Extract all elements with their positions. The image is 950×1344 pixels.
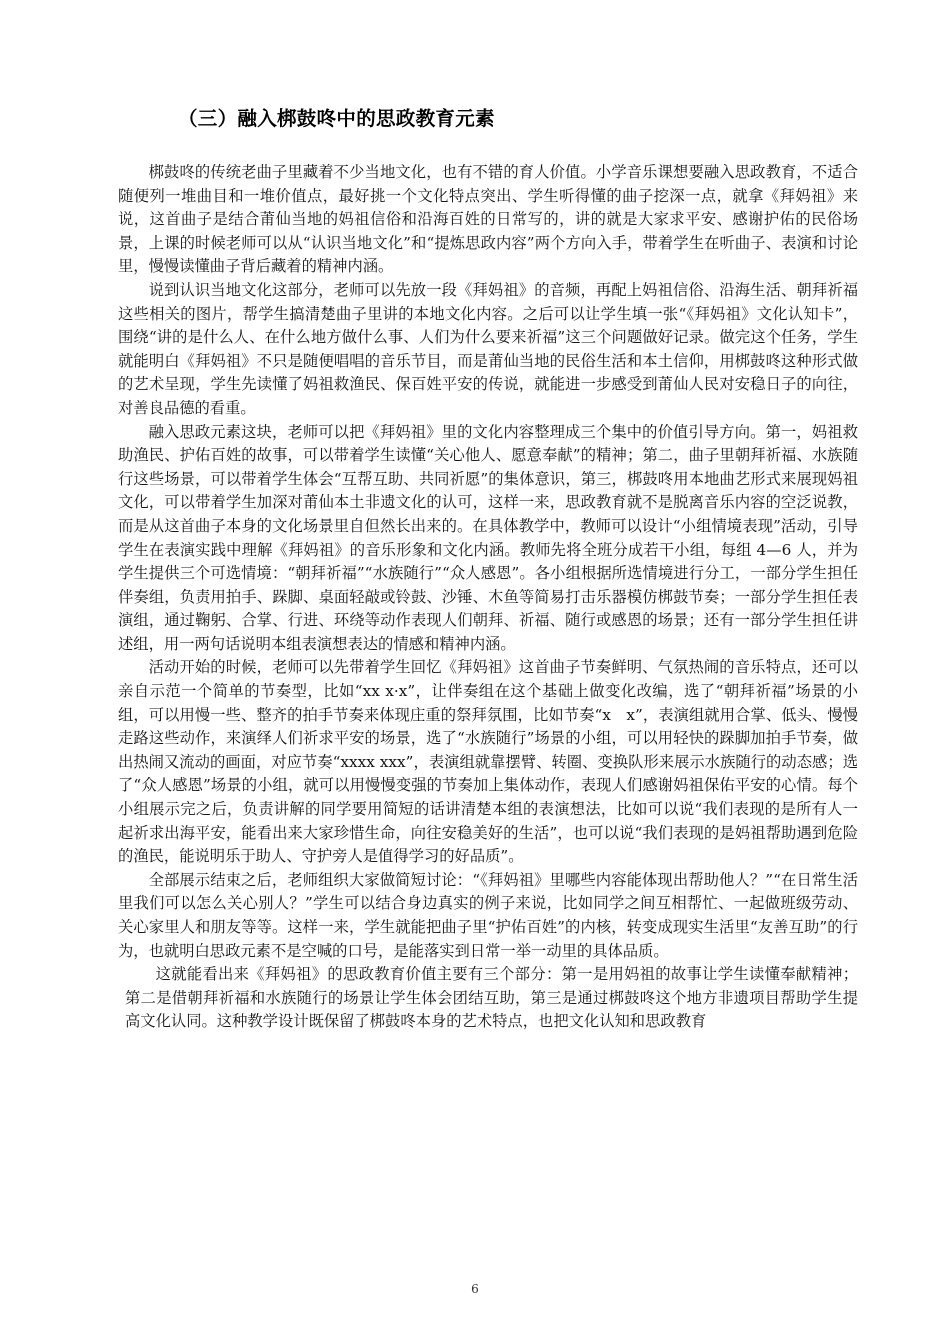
section-heading: （三）融入梆鼓咚中的思政教育元素 xyxy=(178,107,495,130)
paragraph-activity: 活动开始的时候，老师可以先带着学生回忆《拜妈祖》这首曲子节奏鲜明、气氛热闹的音乐特点，还可以亲自示范一个简单的节奏型，比如“xx x·x”，让伴奏组在这个基础上做变化改编，选了“朝拜祈福”场景的小组，可以用慢一些、整齐的拍手节奏来体现庄重的祭拜氛围，比如节奏“x x”，表演组就用合掌、低头、慢慢走路这些动作，来演绎人们祈求平安的场景，选了“水族随行”场景的小组，可以用轻快的跺脚加拍手节奏，做出热闹又流动的画面，对应节奏“xxxx xxx”，表演组就靠摆臂、转圈、变换队形来展示水族随行的动态感；选了“众人感恩”场景的小组，就可以用慢慢变强的节奏加上集体动作，表现人们感谢妈祖保佑平安的心情。每个小组展示完之后，负责讲解的同学要用简短的话讲清楚本组的表演想法，比如可以说“我们表现的是所有人一起祈求出海平安，能看出来大家珍惜生命，向往安稳美好的生活”，也可以说“我们表现的是妈祖帮助遇到危险的渔民，能说明乐于助人、守护旁人是值得学习的好品质”。 xyxy=(118,658,858,866)
page-number: 6 xyxy=(471,1282,479,1296)
paragraph-discussion: 全部展示结束之后，老师组织大家做简短讨论：“《拜妈祖》里哪些内容能体现出帮助他人？”“在日常生活里我们可以怎么关心别人？”学生可以结合身边真实的例子来说，比如同学之间互相帮忙、一起做班级劳动、关心家里人和朋友等等。这样一来，学生就能把曲子里“护佑百姓”的内核，转变成现实生活里“友善互助”的行为，也就明白思政元素不是空喊的口号，是能落实到日常一举一动里的具体品质。 xyxy=(118,870,858,960)
paragraph-intro: 梆鼓咚的传统老曲子里藏着不少当地文化，也有不错的育人价值。小学音乐课想要融入思政教育，不适合随便列一堆曲目和一堆价值点，最好挑一个文化特点突出、学生听得懂的曲子挖深一点，就拿《拜妈祖》来说，这首曲子是结合莆仙当地的妈祖信俗和沿海百姓的日常写的，讲的就是大家求平安、感谢护佑的民俗场景，上课的时候老师可以从“认识当地文化”和“提炼思政内容”两个方向入手，带着学生在听曲子、表演和讨论里，慢慢读懂曲子背后藏着的精神内涵。 xyxy=(118,163,858,276)
paragraph-summary: 这就能看出来《拜妈祖》的思政教育价值主要有三个部分：第一是用妈祖的故事让学生读懂奉献精神；第二是借朝拜祈福和水族随行的场景让学生体会团结互助，第三是通过梆鼓咚这个地方非遗项目帮助学生提高文化认同。这种教学设计既保留了梆鼓咚本身的艺术特点，也把文化认知和思政教育 xyxy=(125,965,858,1031)
body-text xyxy=(118,161,858,1034)
paragraph-local-culture: 说到认识当地文化这部分，老师可以先放一段《拜妈祖》的音频，再配上妈祖信俗、沿海生活、朝拜祈福这些相关的图片，帮学生搞清楚曲子里讲的本地文化内容。之后可以让学生填一张“《拜妈祖》文化认知卡”，围绕“讲的是什么人、在什么地方做什么事、人们为什么要来祈福”这三个问题做好记录。做完这个任务，学生就能明白《拜妈祖》不只是随便唱唱的音乐节目，而是莆仙当地的民俗生活和本土信仰，用梆鼓咚这种形式做的艺术呈现，学生先读懂了妈祖救渔民、保百姓平安的传说，就能进一步感受到莆仙人民对安稳日子的向往，对善良品德的看重。 xyxy=(118,280,858,417)
paragraph-ideological-elements: 融入思政元素这块，老师可以把《拜妈祖》里的文化内容整理成三个集中的价值引导方向。第一，妈祖救助渔民、护佑百姓的故事，可以带着学生读懂“关心他人、愿意奉献”的精神；第二，曲子里朝拜祈福、水族随行这些场景，可以带着学生体会“互帮互助、共同祈愿”的集体意识，第三，梆鼓咚用本地曲艺形式来展现妈祖文化，可以带着学生加深对莆仙本土非遗文化的认可，这样一来，思政教育就不是脱离音乐内容的空泛说教，而是从这首曲子本身的文化场景里自但然长出来的。在具体教学中，教师可以设计“小组情境表现”活动，引导学生在表演实践中理解《拜妈祖》的音乐形象和文化内涵。教师先将全班分成若干小组，每组 4—6 人，并为学生提供三个可选情境：“朝拜祈福”“水族随行”“众人感恩”。各小组根据所选情境进行分工，一部分学生担任伴奏组，负责用拍手、跺脚、桌面轻敲或铃鼓、沙锤、木鱼等简易打击乐器模仿梆鼓节奏；一部分学生担任表演组，通过鞠躬、合掌、行进、环绕等动作表现人们朝拜、祈福、随行或感恩的场景；还有一部分学生担任讲述组，用一两句话说明本组表演想表达的情感和精神内涵。 xyxy=(118,422,858,653)
